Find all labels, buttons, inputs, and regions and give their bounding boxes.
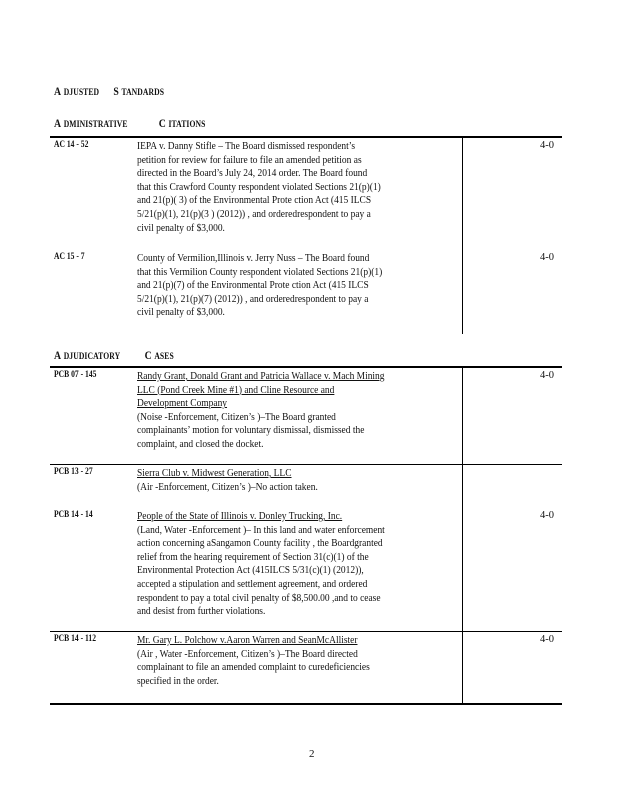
heading-rest: ITATIONS: [168, 119, 206, 129]
case-description: [137, 467, 457, 494]
case-text-line: Environmental Protection Act (415ILCS 5/31(c)(1) (2012)),: [137, 565, 364, 577]
vote-count: 4-0: [540, 252, 554, 263]
case-text-line: petition for review for failure to file an amended petition as: [137, 154, 362, 166]
case-description: [137, 140, 457, 235]
heading-administrative-citations: [54, 118, 205, 130]
vote-column-divider: [462, 367, 463, 464]
heading-rest: TANDARDS: [121, 87, 165, 97]
heading-cap: A: [54, 86, 62, 98]
case-text-line: complaint, and closed the docket.: [137, 438, 264, 450]
case-text-line: complainants’ motion for voluntary dismissal, dismissed the: [137, 425, 365, 437]
case-text-line: directed in the Board’s July 24, 2014 order. The Board found: [137, 168, 368, 180]
row-divider: [50, 464, 562, 465]
case-text-line: 5/21(p)(1), 21(p)(3 ) (2012)) , and orderedrespondent to pay a: [137, 208, 371, 220]
case-description: [137, 510, 457, 619]
case-text-line: accepted a stipulation and settlement agreement, and ordered: [137, 578, 368, 590]
table-top-rule: [50, 366, 562, 368]
case-text-line: civil penalty of $3,000.: [137, 222, 225, 234]
case-id: PCB 13 - 27: [54, 467, 93, 477]
case-text-line: civil penalty of $3,000.: [137, 307, 225, 319]
heading-adjusted-standards: [54, 86, 164, 98]
case-title-line: Randy Grant, Donald Grant and Patricia Wallace v. Mach Mining: [137, 371, 385, 382]
case-id: PCB 14 - 14: [54, 510, 93, 520]
case-text-line: relief from the hearing requirement of Section 31(c)(1) of the: [137, 551, 369, 563]
case-text-line: and 21(p)( 3) of the Environmental Prote ction Act (415 ILCS: [137, 195, 372, 207]
case-text-line: that this Vermilion County respondent violated Sections 21(p)(1): [137, 266, 383, 278]
case-title-line: LLC (Pond Creek Mine #1) and Cline Resource and: [137, 384, 335, 396]
case-description: [137, 252, 457, 320]
case-title-line: Development Company: [137, 398, 228, 410]
heading-rest: ASES: [154, 351, 174, 361]
vote-column-divider: [462, 632, 463, 704]
case-text-line: County of Vermilion,Illinois v. Jerry Nuss – The Board found: [137, 253, 370, 264]
case-text-line: 5/21(p)(1), 21(p)(7) (2012)) , and orderedrespondent to pay a: [137, 293, 369, 305]
heading-cap: A: [54, 118, 62, 130]
case-description: [137, 634, 457, 688]
case-text-line: and 21(p)(7) of the Environmental Prote ction Act (415 ILCS: [137, 280, 369, 292]
case-text-line: (Air -Enforcement, Citizen’s )–No action taken.: [137, 481, 318, 493]
case-description: [137, 370, 457, 452]
heading-cap: C: [158, 118, 166, 130]
case-text-line: and desist from further violations.: [137, 606, 266, 618]
case-text-line: specified in the order.: [137, 675, 219, 687]
vote-count: 4-0: [540, 634, 554, 645]
case-id: PCB 14 - 112: [54, 634, 97, 644]
case-text-line: (Air , Water -Enforcement, Citizen’s )–The Board directed: [137, 648, 358, 660]
vote-column-divider: [462, 137, 463, 334]
case-text-line: (Land, Water -Enforcement )– In this land and water enforcement: [137, 524, 385, 536]
case-text-line: action concerning aSangamon County facility , the Boardgranted: [137, 538, 383, 550]
heading-cap: S: [113, 86, 119, 98]
table-bottom-rule: [50, 703, 562, 705]
case-title-line: Sierra Club v. Midwest Generation, LLC: [137, 468, 292, 479]
row-divider: [50, 631, 562, 632]
heading-cap: C: [144, 350, 152, 362]
case-id: PCB 07 - 145: [54, 370, 97, 380]
vote-count: 4-0: [540, 510, 554, 521]
case-id: AC 14 - 52: [54, 140, 89, 150]
heading-rest: DJUSTED: [63, 87, 100, 97]
case-text-line: that this Crawford County respondent violated Sections 21(p)(1): [137, 181, 381, 193]
case-title-line: Mr. Gary L. Polchow v.Aaron Warren and SeanMcAllister: [137, 635, 358, 646]
heading-adjudicatory-cases: [54, 350, 174, 362]
case-text-line: (Noise -Enforcement, Citizen’s )–The Board granted: [137, 411, 336, 423]
table-top-rule: [50, 136, 562, 138]
case-title-line: People of the State of Illinois v. Donley Trucking, Inc.: [137, 511, 343, 522]
case-text-line: respondent to pay a total civil penalty of $8,500.00 ,and to cease: [137, 592, 381, 604]
case-id: AC 15 - 7: [54, 252, 85, 262]
case-text-line: IEPA v. Danny Stifle – The Board dismissed respondent’s: [137, 141, 356, 152]
page-number: 2: [309, 748, 315, 760]
case-text-line: complainant to file an amended complaint to curedeficiencies: [137, 662, 370, 674]
vote-count: 4-0: [540, 370, 554, 381]
vote-column-divider: [462, 465, 463, 632]
vote-count: 4-0: [540, 140, 554, 151]
heading-rest: DJUDICATORY: [63, 351, 121, 361]
heading-rest: DMINISTRATIVE: [63, 119, 128, 129]
heading-cap: A: [54, 350, 62, 362]
